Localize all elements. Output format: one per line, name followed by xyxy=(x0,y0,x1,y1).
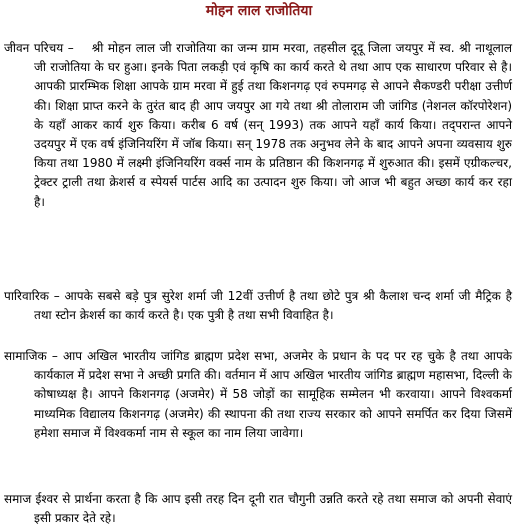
section-family xyxy=(4,287,512,325)
section-heading-social: सामाजिक – xyxy=(4,349,58,363)
section-closing xyxy=(4,490,512,528)
section-heading-family: पारिवारिक – xyxy=(4,289,60,303)
section-text-closing: समाज ईश्वर से प्रार्थना करता है कि आप इसी तरह दिन दूनी रात चौगुनी उन्नति करते रहे तथा समाज को अपनी सेवाएं इसी प्रकार देते रहे। xyxy=(4,492,512,526)
section-biography xyxy=(4,39,512,212)
section-text-biography: श्री मोहन लाल जी राजोतिया का जन्म ग्राम मरवा, तहसील दूदू जिला जयपुर में स्व. श्री नाथूलाल जी राजोतिया के घर हुआ। इनके पिता लकड़ी एवं कृषि का कार्य करते थे तथा आप एक साधारण परिवार से है। आपकी प्रारम्भिक शिक्षा आपके ग्राम मरवा में हुई तथा किशनगढ़ एवं रुपमगढ़ से आपने सैकण्डरी परीक्षा उत्तीर्ण की। शिक्षा प्राप्त करने के तुरंत बाद ही आप जयपुर आ गये तथा श्री तोलाराम जी जांगिड (नेशनल कॉरपोरेशन) के यहाँ आकर कार्य शुरु किया। करीब 6 वर्ष (सन् 1993) तक आपने यहाँ कार्य किया। तद्परान्त आपने उदयपुर में एक वर्ष इंजिनियरिंग में जॉब किया। सन् 1978 तक अनुभव लेने के बाद आपने अपना व्यवसाय शुरु किया तथा 1980 में लक्ष्मी इंजिनियरिंग वर्क्स नाम के प्रतिष्ठान की किशनगढ़ में शुरुआत की। इसमें एग्रीकल्चर, ट्रेक्टर ट्राली तथा क्रेशर्स व स्पेयर्स पार्टस आदि का उत्पादन शुरु किया। जो आज भी बहुत अच्छा कार्य कर रहा है। xyxy=(34,41,513,209)
section-text-social: आप अखिल भारतीय जांगिड ब्राह्मण प्रदेश सभा, अजमेर के प्रधान के पद पर रह चुके है तथा आपके कार्यकाल में प्रदेश सभा ने अच्छी प्रगति की। वर्तमान में आप अखिल भारतीय जांगिड ब्राह्मण महासभा, दिल्ली के कोषाध्यक्ष है। आपने किशनगढ़ (अजमेर) में 58 जोड़ों का सामूहिक सम्मेलन भी करवाया। आपने विश्वकर्मा माध्यमिक विद्यालय किशनगढ़ (अजमेर) की स्थापना की तथा राज्य सरकार को आपने समर्पित कर दिया जिसमें हमेशा समाज में विश्वकर्मा नाम से स्कूल का नाम लिया जावेगा। xyxy=(34,349,512,440)
section-heading-biography: जीवन परिचय – xyxy=(4,41,74,55)
section-social xyxy=(4,347,512,443)
section-text-family: आपके सबसे बड़े पुत्र सुरेश शर्मा जी 12वीं उत्तीर्ण है तथा छोटे पुत्र श्री कैलाश चन्द शर्मा जी मैट्रिक है तथा स्टोन क्रेशर्स का कार्य करते है। एक पुत्री है तथा सभी विवाहित है। xyxy=(34,289,512,323)
page-title: मोहन लाल राजोतिया xyxy=(205,3,313,19)
